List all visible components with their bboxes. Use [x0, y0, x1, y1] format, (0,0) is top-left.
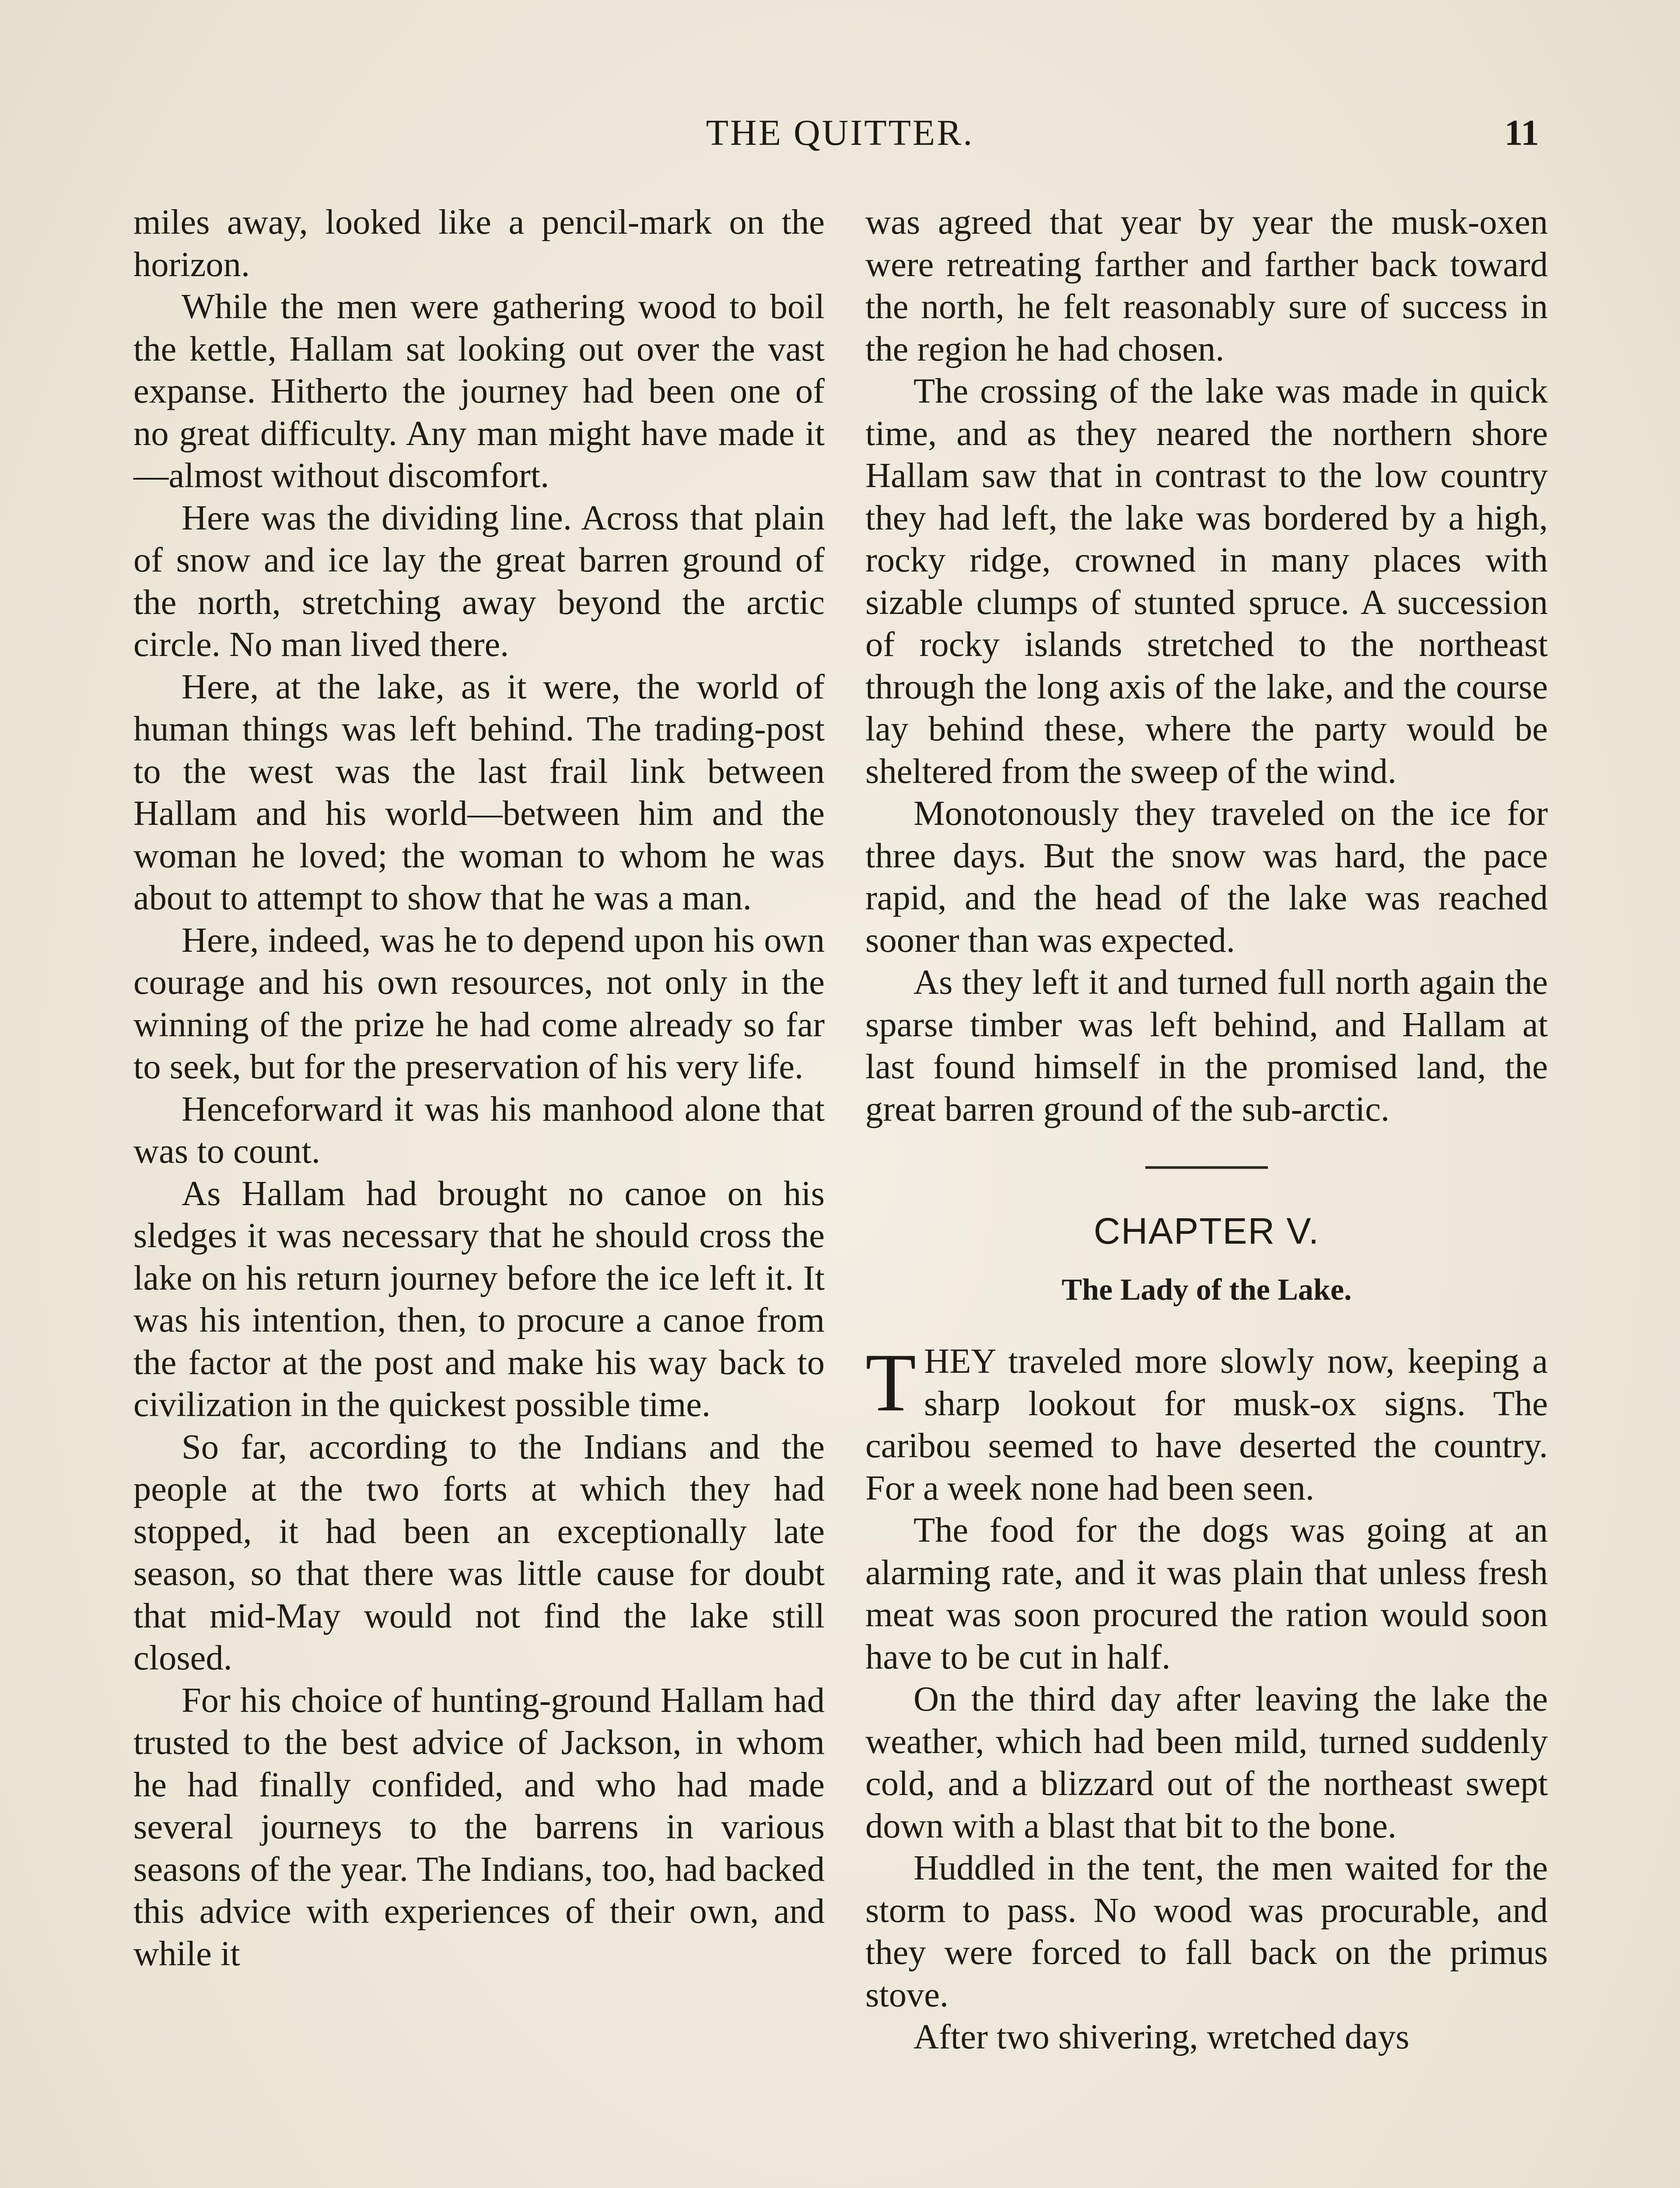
- paragraph: For his choice of hunting-ground Hallam had trusted to the best advice of Jackson, in whom he had finally confided, and who had made several journeys to the barrens in various seasons of the year. The Indians, too, had backed this advice with experiences of their own, and while it: [133, 1680, 825, 1973]
- paragraph: Monotonously they traveled on the ice for three days. But the snow was hard, the pace rapid, and the head of the lake was reached sooner than was expected.: [865, 794, 1548, 960]
- running-title: THE QUITTER.: [706, 112, 974, 153]
- paragraph: Henceforward it was his manhood alone that was to count.: [133, 1089, 825, 1171]
- paragraph: Here, at the lake, as it were, the world of human things was left behind. The trading-post to the west was the last frail link between Hallam and his world—between him and the woman he loved; the woman to whom he was about to attempt to show that he was a man.: [133, 667, 825, 917]
- paragraph: Huddled in the tent, the men waited for the storm to pass. No wood was procurable, and they were forced to fall back on the primus stove.: [865, 1848, 1548, 2014]
- paragraph: As they left it and turned full north again the sparse timber was left behind, and Hallam at last found himself in the promised land, the great barren ground of the sub-arctic.: [865, 963, 1548, 1129]
- paragraph: Here, indeed, was he to depend upon his own courage and his own resources, not only in the winning of the prize he had come already so far to seek, but for the preservation of his very life.: [133, 920, 825, 1086]
- paragraph: Here was the dividing line. Across that plain of snow and ice lay the great barren ground of the north, stretching away beyond the arctic circle. No man lived there.: [133, 498, 825, 664]
- right-column: [865, 201, 1548, 2058]
- chapter-opening-paragraph: [865, 1337, 1548, 1509]
- paragraph: miles away, looked like a pencil-mark on the horizon.: [133, 203, 825, 284]
- paragraph: After two shivering, wretched days: [914, 2017, 1410, 2056]
- paragraph: The food for the dogs was going at an alarming rate, and it was plain that unless fresh meat was soon procured the ration would soon have to be cut in half.: [865, 1511, 1548, 1676]
- paragraph: As Hallam had brought no canoe on his sledges it was necessary that he should cross the lake on his return journey before the ice left it. It was his intention, then, to procure a canoe from the factor at the post and make his way back to civilization in the quickest possible time.: [133, 1174, 825, 1424]
- section-divider: [1145, 1166, 1268, 1169]
- drop-cap: T: [865, 1337, 917, 1429]
- page-number: 11: [1504, 112, 1539, 153]
- paragraph: So far, according to the Indians and the people at the two forts at which they had stopped, it had been an exceptionally late season, so that there was little cause for doubt that mid-May would not find the lake still closed.: [133, 1427, 825, 1677]
- paragraph: While the men were gathering wood to boil the kettle, Hallam sat looking out over the vast expanse. Hitherto the journey had been one of no great difficulty. Any man might have made it—almost without discomfort.: [133, 287, 825, 495]
- left-column: [133, 201, 825, 1975]
- chapter-heading: CHAPTER V.: [1093, 1210, 1320, 1252]
- paragraph-text: HEY traveled more slowly now, keeping a sharp lookout for musk-ox signs. The caribou seemed to have deserted the country. For a week none had been seen.: [865, 1342, 1548, 1508]
- chapter-title: The Lady of the Lake.: [1061, 1273, 1352, 1307]
- paragraph: was agreed that year by year the musk-oxen were retreating farther and farther back toward the north, he felt reasonably sure of success in the region he had chosen.: [865, 203, 1548, 368]
- running-head: [0, 112, 1680, 160]
- paragraph: The crossing of the lake was made in quick time, and as they neared the northern shore Hallam saw that in contrast to the low country they had left, the lake was bordered by a high, rocky ridge, crowned in many places with sizable clumps of stunted spruce. A succession of rocky islands stretched to the northeast through the long axis of the lake, and the course lay behind these, where the party would be sheltered from the sweep of the wind.: [865, 372, 1548, 791]
- paragraph: On the third day after leaving the lake the weather, which had been mild, turned suddenly cold, and a blizzard out of the northeast swept down with a blast that bit to the bone.: [865, 1680, 1548, 1845]
